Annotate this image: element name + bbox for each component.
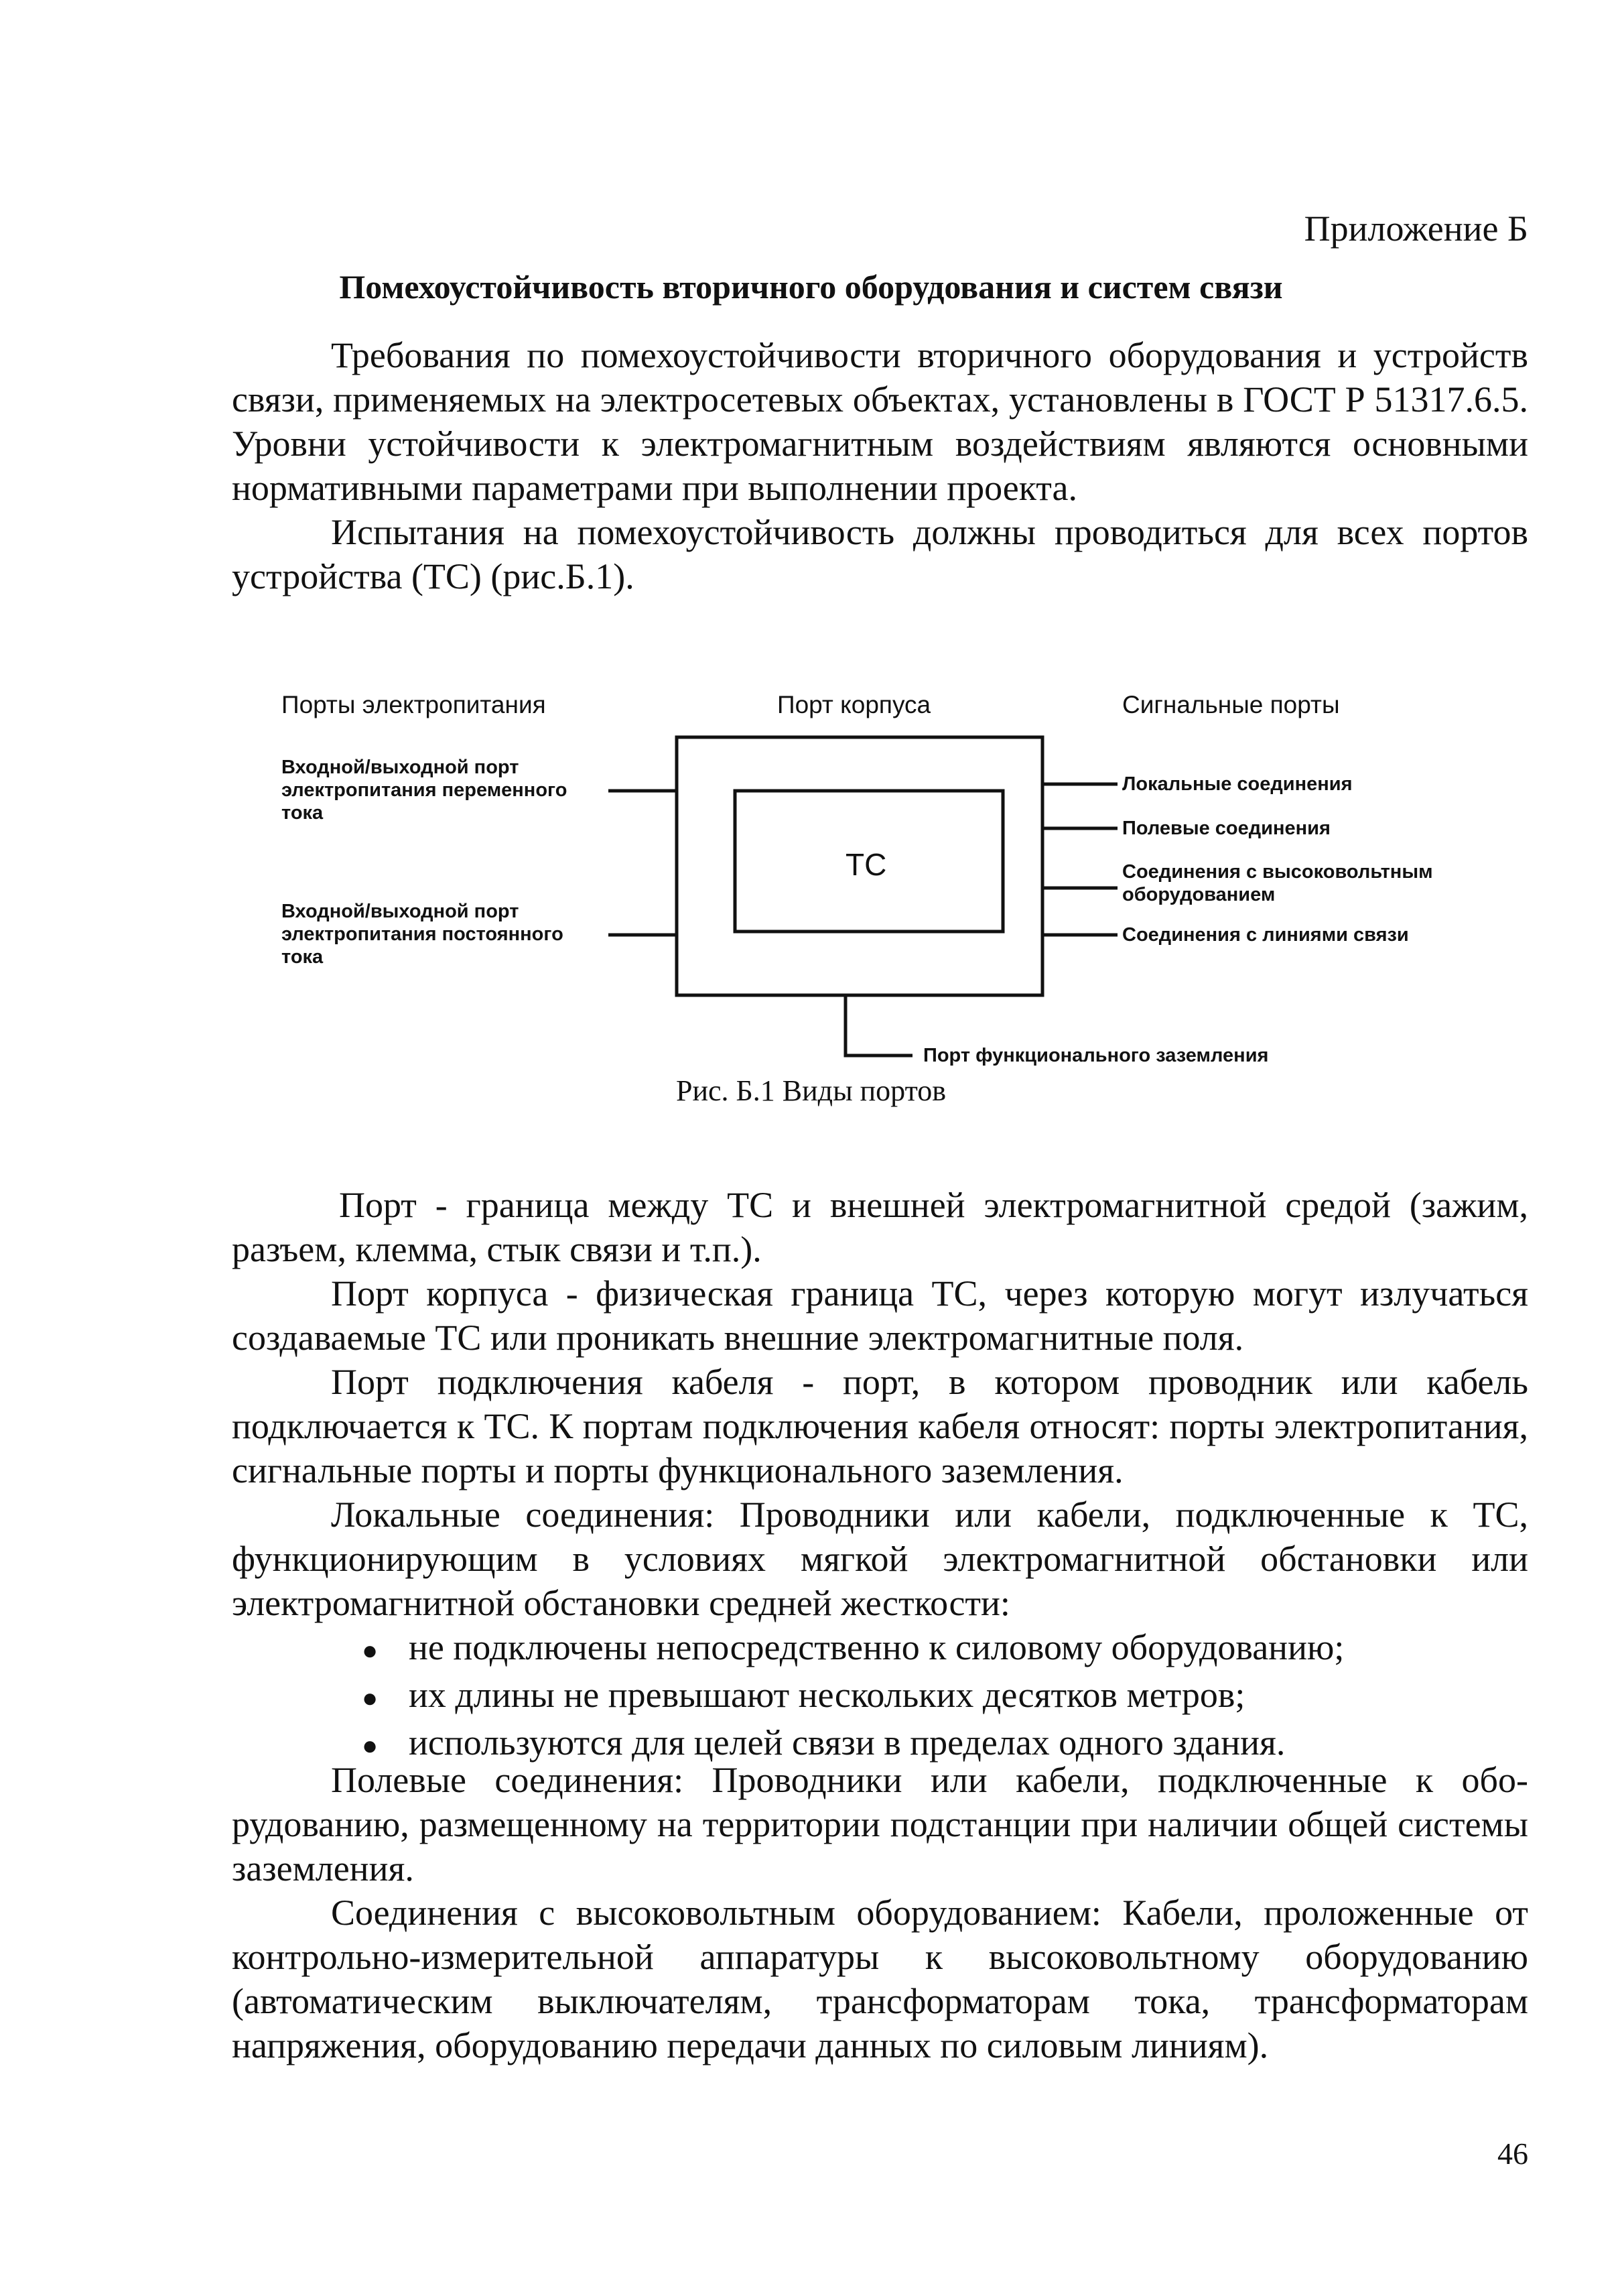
section-title: Помехоустойчивость вторичного оборудования и систем связи (339, 268, 1283, 306)
enclosure-port-heading: Порт корпуса (777, 691, 931, 718)
definition-port: Порт - граница между ТС и внешней электромагнитной средой (зажим, разъем, клемма, стык связи и т.п.). (232, 1185, 1528, 1269)
ground-port-line (846, 995, 913, 1056)
power-ports-heading: Порты электропитания (281, 691, 546, 718)
definition-enclosure-port: Порт корпуса - физическая граница ТС, через которую могут излучаться создаваемые ТС или проникать внешние электромагнитные поля. (232, 1273, 1528, 1358)
definition-field-connections: Полевые соединения: Проводники или кабели, подключенные к обо-рудованию, размещенному на территории подстанции при наличии общей системы заземления. (232, 1760, 1528, 1889)
intro-paragraph-2: Испытания на помехоустойчивость должны проводиться для всех портов устройства (ТС) (рис.Б.1). (232, 512, 1528, 596)
device-label: ТС (846, 847, 887, 882)
page-number: 46 (1497, 2136, 1528, 2171)
telecom-connections-label: Соединения с линиями связи (1122, 924, 1409, 946)
local-connections-label: Локальные соединения (1122, 773, 1353, 795)
bullet-icon: ● (362, 1730, 379, 1761)
bullet-icon: ● (362, 1683, 379, 1713)
intro-paragraph-1: Требования по помехоустойчивости вторичного оборудования и устройств связи, применяемых на электросетевых объектах, установлены в ГОСТ Р 51317.6.5. Уровни устойчивости к электромагнитным воздействиям являются основными нормативными параметрами при выполнении проекта. (232, 335, 1528, 508)
bullet-icon: ● (362, 1635, 379, 1665)
definition-cable-port: Порт подключения кабеля - порт, в котором проводник или кабель подключается к ТС. К портам подключения кабеля относят: порты электропитания, сигнальные порты и порты функционального заземления. (232, 1362, 1528, 1490)
local-connections-list (362, 1625, 1528, 1768)
closing-block (232, 1758, 1528, 2067)
dc-port-label: Входной/выходной порт электропитания постоянного тока (281, 901, 563, 968)
list-item: ● используются для целей связи в пределах одного здания. (362, 1720, 1528, 1768)
list-item: ● их длины не превышают нескольких десятков метров; (362, 1673, 1528, 1720)
appendix-label: Приложение Б (1304, 208, 1528, 249)
definition-local-connections: Локальные соединения: Проводники или кабели, подключенные к ТС, функционирующим в условиях мягкой электромагнитной обстановки или электромагнитной обстановки средней жесткости: (232, 1494, 1528, 1623)
signal-ports-heading: Сигнальные порты (1122, 691, 1340, 718)
definitions-block (232, 1183, 1528, 1625)
hv-connections-label: Соединения с высоковольтным оборудованием (1122, 861, 1433, 905)
figure-caption: Рис. Б.1 Виды портов (675, 1074, 947, 1107)
field-connections-label: Полевые соединения (1122, 818, 1331, 839)
list-item: ● не подключены непосредственно к силовому оборудованию; (362, 1625, 1528, 1673)
ac-port-label: Входной/выходной порт электропитания переменного тока (281, 757, 567, 824)
definition-hv-connections: Соединения с высоковольтным оборудованием: Кабели, проложенные от контрольно-измерительной аппаратуры к высоковольтному оборудованию (автоматическим выключателям, трансформаторам тока, трансформаторам напряжения, оборудованию передачи данных по силовым линиям). (232, 1893, 1528, 2065)
ground-port-label: Порт функционального заземления (923, 1045, 1269, 1066)
